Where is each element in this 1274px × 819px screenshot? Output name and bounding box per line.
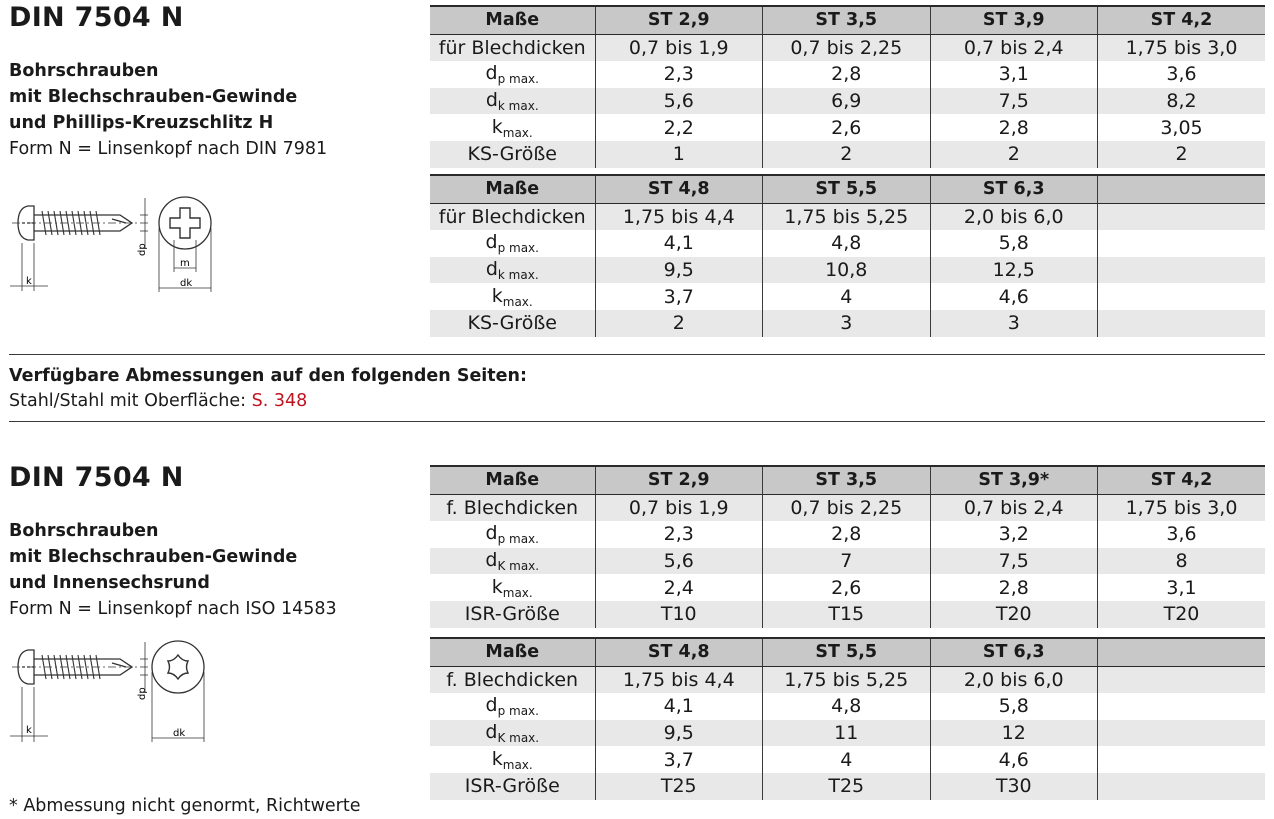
- row-label: [430, 310, 595, 337]
- header-label: Maße: [430, 175, 595, 203]
- table-cell: [1098, 203, 1266, 230]
- table-cell: 2,0 bis 6,0: [930, 666, 1098, 693]
- table-cell: 2,0 bis 6,0: [930, 203, 1098, 230]
- table-cell: 1,75 bis 5,25: [763, 666, 931, 693]
- header-size: [1098, 175, 1266, 203]
- product-description: [9, 58, 327, 162]
- row-label: [430, 114, 595, 141]
- product-description: [9, 518, 337, 622]
- row-label-text: k: [491, 284, 503, 307]
- table-cell: 2,3: [595, 61, 763, 88]
- table-cell: T25: [595, 773, 763, 800]
- row-label-text: ISR-Größe: [464, 775, 560, 798]
- header-size: ST 4,2: [1098, 6, 1266, 34]
- label-dk: dk: [173, 728, 186, 739]
- table-cell: 2,8: [930, 574, 1098, 601]
- table-header-row: [430, 466, 1265, 494]
- table-cell: 3: [763, 310, 931, 337]
- row-label: [430, 88, 595, 115]
- header-size: ST 3,9*: [930, 466, 1098, 494]
- product-section-1: [0, 0, 1274, 340]
- table-cell: 12: [930, 720, 1098, 747]
- table-row: [430, 310, 1265, 337]
- table-cell: 1,75 bis 5,25: [763, 203, 931, 230]
- table-row: [430, 230, 1265, 257]
- table-cell: 4,8: [763, 230, 931, 257]
- header-size: ST 2,9: [595, 466, 763, 494]
- divider: [9, 421, 1265, 422]
- table-cell: 4: [763, 746, 931, 773]
- row-label-text: KS-Größe: [467, 143, 557, 166]
- table-row: [430, 693, 1265, 720]
- row-label: [430, 720, 595, 747]
- availability-text: Stahl/Stahl mit Oberfläche:: [9, 391, 252, 411]
- table-cell: 1,75 bis 4,4: [595, 666, 763, 693]
- table-cell: [1098, 283, 1266, 310]
- page-link[interactable]: S. 348: [251, 391, 308, 411]
- row-label-subscript: k max.: [497, 268, 539, 283]
- table-row: [430, 548, 1265, 575]
- table-cell: 3,1: [1098, 574, 1266, 601]
- desc-line: Bohrschrauben: [9, 61, 159, 81]
- table-cell: 12,5: [930, 257, 1098, 284]
- table-row: [430, 574, 1265, 601]
- table-cell: 2,8: [930, 114, 1098, 141]
- table-cell: [1098, 720, 1266, 747]
- table-cell: 1,75 bis 3,0: [1098, 34, 1266, 61]
- table-cell: 3,6: [1098, 521, 1266, 548]
- product-section-2: [0, 460, 1274, 819]
- table-row: [430, 720, 1265, 747]
- row-label-subscript: max.: [502, 125, 533, 140]
- table-cell: 4,8: [763, 693, 931, 720]
- desc-line: mit Blechschrauben-Gewinde: [9, 547, 298, 567]
- table-row: [430, 601, 1265, 628]
- row-label-subscript: K max.: [497, 731, 540, 746]
- table-row: [430, 114, 1265, 141]
- table-cell: 3,7: [595, 283, 763, 310]
- row-label-text: d: [485, 549, 498, 572]
- table-cell: 4: [763, 283, 931, 310]
- row-label-subscript: p max.: [497, 72, 539, 87]
- row-label-subscript: p max.: [497, 704, 539, 719]
- label-m: m: [180, 258, 190, 269]
- dimensions-table: [430, 637, 1265, 800]
- table-row: [430, 283, 1265, 310]
- row-label-text: d: [485, 89, 498, 112]
- table-cell: 2,8: [763, 521, 931, 548]
- table-cell: [1098, 230, 1266, 257]
- row-label-text: k: [491, 747, 503, 770]
- row-label: [430, 574, 595, 601]
- row-label: [430, 61, 595, 88]
- table-cell: 2,6: [763, 574, 931, 601]
- row-label-subscript: max.: [502, 585, 533, 600]
- row-label-text: d: [485, 231, 498, 254]
- table-cell: [1098, 773, 1266, 800]
- row-label-text: f. Blechdicken: [446, 496, 579, 519]
- row-label: [430, 521, 595, 548]
- row-label: [430, 601, 595, 628]
- row-label-subscript: k max.: [497, 99, 539, 114]
- header-size: ST 5,5: [763, 638, 931, 666]
- table-cell: 7: [763, 548, 931, 575]
- availability-line: [9, 389, 527, 414]
- row-label-text: d: [485, 694, 498, 717]
- header-label: Maße: [430, 6, 595, 34]
- table-cell: 6,9: [763, 88, 931, 115]
- table-cell: T30: [930, 773, 1098, 800]
- row-label-subscript: max.: [502, 294, 533, 309]
- table-cell: 8: [1098, 548, 1266, 575]
- table-cell: 2: [763, 141, 931, 168]
- table-cell: 4,6: [930, 746, 1098, 773]
- table-cell: 4,6: [930, 283, 1098, 310]
- table-cell: 4,1: [595, 693, 763, 720]
- header-size: ST 2,9: [595, 6, 763, 34]
- label-k: k: [26, 725, 32, 736]
- table-cell: 9,5: [595, 720, 763, 747]
- availability-heading: Verfügbare Abmessungen auf den folgenden Seiten:: [9, 366, 528, 386]
- row-label: [430, 283, 595, 310]
- footnote: * Abmessung nicht genormt, Richtwerte: [9, 796, 361, 816]
- table-cell: 1: [595, 141, 763, 168]
- table-cell: 2: [1098, 141, 1266, 168]
- desc-line: und Phillips-Kreuzschlitz H: [9, 113, 274, 133]
- table-cell: 5,6: [595, 548, 763, 575]
- row-label: [430, 746, 595, 773]
- table-row: [430, 666, 1265, 693]
- table-cell: 0,7 bis 1,9: [595, 494, 763, 521]
- table-cell: 7,5: [930, 88, 1098, 115]
- desc-line: Bohrschrauben: [9, 521, 159, 541]
- row-label-text: k: [491, 575, 503, 598]
- table-cell: T20: [930, 601, 1098, 628]
- header-label: Maße: [430, 466, 595, 494]
- header-size: ST 4,8: [595, 175, 763, 203]
- table-cell: 2,4: [595, 574, 763, 601]
- table-cell: 2,3: [595, 521, 763, 548]
- row-label: [430, 203, 595, 230]
- row-label-subscript: max.: [502, 757, 533, 772]
- table-cell: 3,05: [1098, 114, 1266, 141]
- table-row: [430, 773, 1265, 800]
- table-cell: 0,7 bis 2,25: [763, 494, 931, 521]
- label-k: k: [26, 276, 32, 287]
- table-cell: [1098, 693, 1266, 720]
- screw-drawing-phillips: [8, 188, 218, 298]
- table-cell: 9,5: [595, 257, 763, 284]
- row-label-text: d: [485, 721, 498, 744]
- table-cell: 8,2: [1098, 88, 1266, 115]
- row-label-text: d: [485, 62, 498, 85]
- table-row: [430, 257, 1265, 284]
- row-label: [430, 666, 595, 693]
- table-cell: 0,7 bis 2,4: [930, 34, 1098, 61]
- row-label: [430, 34, 595, 61]
- table-cell: [1098, 746, 1266, 773]
- table-cell: 2,6: [763, 114, 931, 141]
- table-cell: 2: [595, 310, 763, 337]
- header-size: ST 3,5: [763, 6, 931, 34]
- header-size: ST 6,3: [930, 638, 1098, 666]
- table-cell: T10: [595, 601, 763, 628]
- table-cell: 2,8: [763, 61, 931, 88]
- table-cell: 1,75 bis 3,0: [1098, 494, 1266, 521]
- row-label-text: für Blechdicken: [438, 205, 586, 228]
- row-label-text: d: [485, 258, 498, 281]
- header-size: [1098, 638, 1266, 666]
- dimensions-table: [430, 465, 1265, 628]
- table-row: [430, 746, 1265, 773]
- table-cell: 5,6: [595, 88, 763, 115]
- label-dp: dp: [137, 243, 148, 256]
- table-cell: 10,8: [763, 257, 931, 284]
- table-cell: 4,1: [595, 230, 763, 257]
- table-cell: T25: [763, 773, 931, 800]
- header-size: ST 4,8: [595, 638, 763, 666]
- table-header-row: [430, 6, 1265, 34]
- table-cell: 5,8: [930, 693, 1098, 720]
- table-cell: 1,75 bis 4,4: [595, 203, 763, 230]
- row-label: [430, 494, 595, 521]
- table-cell: [1098, 666, 1266, 693]
- desc-line: und Innensechsrund: [9, 573, 210, 593]
- table-cell: 0,7 bis 1,9: [595, 34, 763, 61]
- row-label: [430, 773, 595, 800]
- row-label: [430, 141, 595, 168]
- divider: [9, 354, 1265, 355]
- table-row: [430, 88, 1265, 115]
- table-cell: 5,8: [930, 230, 1098, 257]
- table-row: [430, 203, 1265, 230]
- table-cell: 11: [763, 720, 931, 747]
- row-label-subscript: p max.: [497, 241, 539, 256]
- header-size: ST 3,5: [763, 466, 931, 494]
- table-cell: 0,7 bis 2,4: [930, 494, 1098, 521]
- row-label: [430, 257, 595, 284]
- section-title: DIN 7504 N: [9, 462, 184, 493]
- table-cell: 3,6: [1098, 61, 1266, 88]
- row-label: [430, 548, 595, 575]
- header-label: Maße: [430, 638, 595, 666]
- header-size: ST 5,5: [763, 175, 931, 203]
- table-header-row: [430, 175, 1265, 203]
- row-label-text: ISR-Größe: [464, 603, 560, 626]
- table-header-row: [430, 638, 1265, 666]
- label-dk: dk: [180, 278, 193, 289]
- table-row: [430, 61, 1265, 88]
- header-size: ST 6,3: [930, 175, 1098, 203]
- table-cell: 3,7: [595, 746, 763, 773]
- dimensions-table: [430, 174, 1265, 337]
- desc-form: Form N = Linsenkopf nach DIN 7981: [9, 139, 328, 159]
- table-row: [430, 34, 1265, 61]
- table-row: [430, 494, 1265, 521]
- row-label-subscript: K max.: [497, 559, 540, 574]
- table-cell: [1098, 310, 1266, 337]
- header-size: ST 4,2: [1098, 466, 1266, 494]
- row-label-text: k: [491, 115, 503, 138]
- desc-form: Form N = Linsenkopf nach ISO 14583: [9, 599, 337, 619]
- row-label: [430, 693, 595, 720]
- header-size: ST 3,9: [930, 6, 1098, 34]
- availability-note: [9, 364, 527, 414]
- row-label: [430, 230, 595, 257]
- table-cell: 3,1: [930, 61, 1098, 88]
- table-cell: T20: [1098, 601, 1266, 628]
- row-label-text: f. Blechdicken: [446, 668, 579, 691]
- table-cell: 2: [930, 141, 1098, 168]
- desc-line: mit Blechschrauben-Gewinde: [9, 87, 298, 107]
- table-row: [430, 141, 1265, 168]
- row-label-text: d: [485, 522, 498, 545]
- table-cell: 3: [930, 310, 1098, 337]
- table-row: [430, 521, 1265, 548]
- row-label-text: für Blechdicken: [438, 36, 586, 59]
- table-cell: 7,5: [930, 548, 1098, 575]
- table-cell: 3,2: [930, 521, 1098, 548]
- table-cell: 2,2: [595, 114, 763, 141]
- label-dp: dp: [137, 687, 148, 700]
- table-cell: T15: [763, 601, 931, 628]
- table-cell: [1098, 257, 1266, 284]
- row-label-subscript: p max.: [497, 532, 539, 547]
- section-title: DIN 7504 N: [9, 2, 184, 33]
- dimensions-table: [430, 5, 1265, 168]
- row-label-text: KS-Größe: [467, 312, 557, 335]
- screw-drawing-torx: [8, 632, 218, 747]
- table-cell: 0,7 bis 2,25: [763, 34, 931, 61]
